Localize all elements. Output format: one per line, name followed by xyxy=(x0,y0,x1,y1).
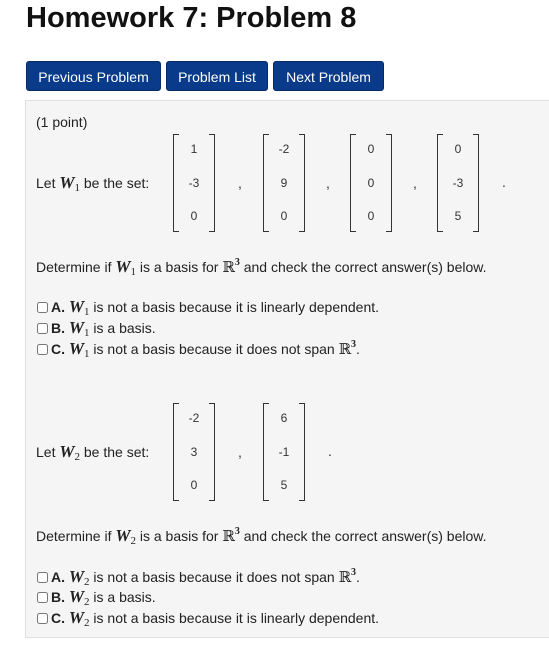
page-title: Homework 7: Problem 8 xyxy=(26,2,357,34)
vector-entry: 5 xyxy=(280,478,288,492)
part2-option-c[interactable]: C. W2 is not a basis because it is linearly dependent. xyxy=(51,608,380,629)
part2-set-definition xyxy=(36,442,149,462)
vector-entry: 9 xyxy=(280,176,288,190)
part2-question: Determine if W2 is a basis for ℝ$^3$ and check the correct answer(s) below. xyxy=(36,526,487,547)
part1-let-suffix: be the set: xyxy=(83,175,150,191)
part1-vector-2 xyxy=(263,134,305,232)
vector-entry: -1 xyxy=(278,445,290,459)
vector-entry: -2 xyxy=(188,411,200,425)
separator-comma: , xyxy=(238,175,242,191)
vector-entry: 0 xyxy=(190,209,198,223)
separator-comma: , xyxy=(413,175,417,191)
part1-let-prefix: Let xyxy=(36,175,56,191)
part2-vector-1 xyxy=(173,403,215,501)
real-space-symbol: ℝ xyxy=(222,527,235,545)
vector-entry: 1 xyxy=(190,142,198,156)
vector-entry: 0 xyxy=(454,142,462,156)
part1-set-symbol: W1 xyxy=(59,173,80,194)
problem-panel xyxy=(25,100,549,638)
part2-set-symbol: W2 xyxy=(59,442,80,463)
part1-vector-1 xyxy=(173,134,215,232)
vector-entry: -2 xyxy=(278,142,290,156)
part1-set-definition xyxy=(36,173,149,193)
set-end-period: . xyxy=(502,174,506,190)
vector-entry: 6 xyxy=(280,411,288,425)
real-space-symbol: ℝ xyxy=(222,258,235,276)
points-label: (1 point) xyxy=(36,114,88,130)
part2-option-c-checkbox[interactable] xyxy=(37,613,48,624)
part2-option-a[interactable]: A. W2 is not a basis because it does not span ℝ$^3$. xyxy=(51,567,360,588)
part1-vector-3 xyxy=(350,134,392,232)
vector-entry: -3 xyxy=(188,176,200,190)
part1-option-b[interactable]: B. W1 is a basis. xyxy=(51,318,156,339)
previous-problem-button[interactable]: Previous Problem xyxy=(26,61,161,91)
set-end-period: . xyxy=(328,443,332,459)
vector-entry: 0 xyxy=(367,142,375,156)
vector-entry: 0 xyxy=(367,209,375,223)
part2-vector-2 xyxy=(263,403,305,501)
problem-list-button[interactable]: Problem List xyxy=(166,61,268,91)
vector-entry: 5 xyxy=(454,209,462,223)
part2-option-b-checkbox[interactable] xyxy=(37,592,48,603)
vector-entry: -3 xyxy=(452,176,464,190)
vector-entry: 0 xyxy=(367,176,375,190)
separator-comma: , xyxy=(326,175,330,191)
vector-entry: 0 xyxy=(190,478,198,492)
part1-option-a[interactable]: A. W1 is not a basis because it is linearly dependent. xyxy=(51,297,380,318)
vector-entry: 3 xyxy=(190,445,198,459)
part1-option-c[interactable]: C. W1 is not a basis because it does not span ℝ$^3$. xyxy=(51,339,360,360)
part1-option-a-checkbox[interactable] xyxy=(37,302,48,313)
part2-let-prefix: Let xyxy=(36,444,56,460)
part1-vector-4 xyxy=(437,134,479,232)
part1-question: Determine if W1 is a basis for ℝ$^3$ and check the correct answer(s) below. xyxy=(36,257,487,278)
vector-entry: 0 xyxy=(280,209,288,223)
part1-option-c-checkbox[interactable] xyxy=(37,344,48,355)
separator-comma: , xyxy=(238,444,242,460)
part2-option-b[interactable]: B. W2 is a basis. xyxy=(51,587,156,608)
next-problem-button[interactable]: Next Problem xyxy=(273,61,384,91)
part1-option-b-checkbox[interactable] xyxy=(37,323,48,334)
part2-let-suffix: be the set: xyxy=(83,444,150,460)
part2-option-a-checkbox[interactable] xyxy=(37,572,48,583)
